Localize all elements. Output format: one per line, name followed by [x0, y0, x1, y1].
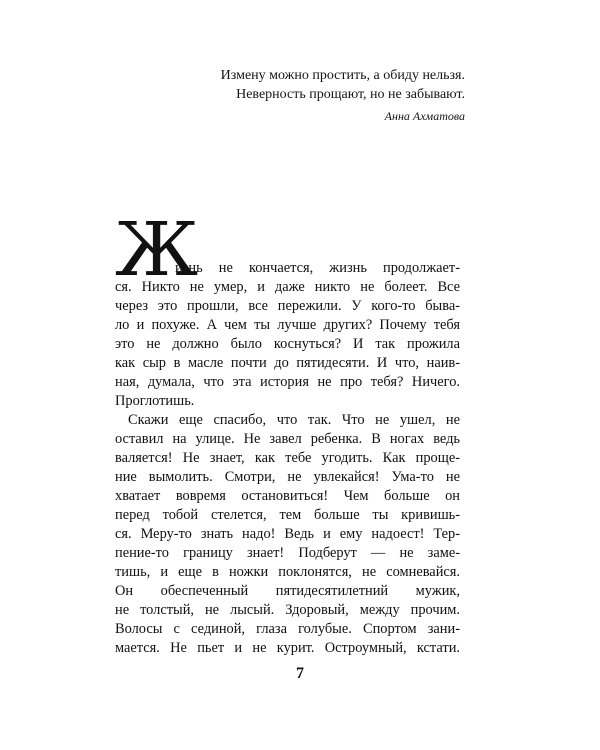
chapter-text — [115, 207, 460, 658]
text-line: не толстый, не лысый. Здоровый, между прочим. — [115, 602, 460, 618]
epigraph-author: Анна Ахматова — [384, 109, 465, 123]
text-line: мается. Не пьет и не курит. Остроумный, кстати. — [115, 640, 460, 656]
text-line: пение-то границу знает! Подберут — не заме- — [115, 545, 460, 561]
text-line: перед тобой стелется, тем больше ты кривишь- — [115, 507, 460, 523]
text-line: оставил на улице. Не завел ребенка. В ногах ведь — [115, 431, 460, 447]
text-line: хватает вовремя остановиться! Чем больше он — [115, 488, 460, 504]
text-line: ная, думала, что эта история не про тебя? Ничего. — [115, 374, 460, 390]
text-line: изнь не кончается, жизнь продолжает- — [175, 260, 460, 276]
epigraph-line: Неверность прощают, но не забывают. — [236, 87, 465, 102]
text-line: через это прошли, все пережили. У кого-то быва- — [115, 298, 460, 314]
text-line: Волосы с сединой, глаза голубые. Спортом зани- — [115, 621, 460, 637]
epigraph — [221, 66, 465, 124]
text-line: тишь, и еще в ножки поклонятся, не сомневайся. — [115, 564, 460, 580]
text-line: Скажи еще спасибо, что так. Что не ушел, не — [128, 412, 460, 428]
text-line: Проглотишь. — [115, 393, 195, 409]
text-line: это не должно было коснуться? И так прожила — [115, 336, 460, 352]
text-line: валяется! Не знает, как тебе угодить. Как проще- — [115, 450, 460, 466]
text-line: ся. Меру-то знать надо! Ведь и ему надоест! Тер- — [115, 526, 460, 542]
page-number: 7 — [296, 665, 304, 682]
drop-cap: Ж — [115, 207, 199, 293]
text-line: ние вымолить. Смотри, не увлекайся! Ума-то не — [115, 469, 460, 485]
epigraph-line: Измену можно простить, а обиду нельзя. — [220, 68, 465, 83]
text-line: Он обеспеченный пятидесятилетний мужик, — [115, 583, 460, 599]
text-line: как сыр в масле почти до пятидесяти. И что, наив- — [115, 355, 460, 371]
text-line: ся. Никто не умер, и даже никто не болеет. Все — [115, 279, 460, 295]
text-line: ло и похуже. А чем ты лучше других? Почему тебя — [115, 317, 460, 333]
paragraph — [115, 411, 460, 658]
